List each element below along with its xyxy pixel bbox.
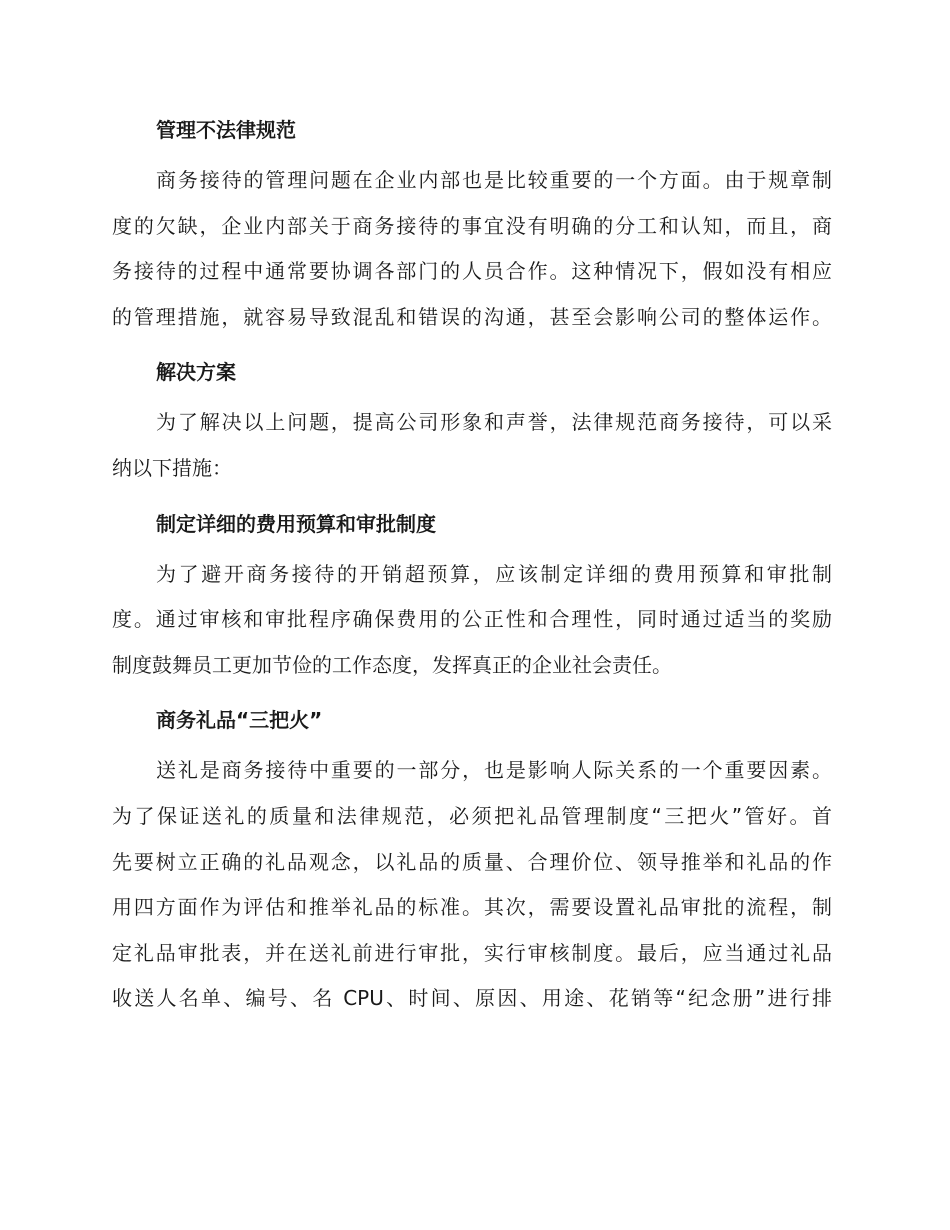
paragraph-line: 送礼是商务接待中重要的一部分，也是影响人际关系的一个重要因素。 bbox=[156, 758, 832, 783]
paragraph-line: 用四方面作为评估和推举礼品的标准。其次，需要设置礼品审批的流程，制 bbox=[112, 895, 832, 920]
section-heading-solution: 解决方案 bbox=[156, 360, 236, 385]
paragraph-line: 收送人名单、编号、名 CPU、时间、原因、用途、花销等“纪念册”进行排 bbox=[112, 986, 832, 1011]
paragraph-line: 制度鼓舞员工更加节俭的工作态度，发挥真正的企业社会责任。 bbox=[112, 652, 672, 677]
section-paragraph-budget bbox=[112, 552, 832, 689]
paragraph-line: 的管理措施，就容易导致混乱和错误的沟通，甚至会影响公司的整体运作。 bbox=[112, 304, 832, 329]
section-paragraph-solution bbox=[112, 400, 832, 491]
paragraph-line: 为了解决以上问题，提高公司形象和声誉，法律规范商务接待，可以采 bbox=[156, 410, 832, 435]
paragraph-line: 度。通过审核和审批程序确保费用的公正性和合理性，同时通过适当的奖励 bbox=[112, 607, 832, 632]
paragraph-line: 度的欠缺，企业内部关于商务接待的事宜没有明确的分工和认知，而且，商 bbox=[112, 213, 832, 238]
paragraph-line: 商务接待的管理问题在企业内部也是比较重要的一个方面。由于规章制 bbox=[156, 168, 832, 192]
paragraph-line: 纳以下措施： bbox=[112, 455, 232, 480]
section-paragraph-gifts bbox=[112, 748, 832, 1022]
document-body bbox=[112, 108, 832, 1032]
paragraph-line: 务接待的过程中通常要协调各部门的人员合作。这种情况下，假如没有相应 bbox=[112, 259, 832, 284]
paragraph-line: 先要树立正确的礼品观念，以礼品的质量、合理价位、领导推举和礼品的作 bbox=[112, 849, 832, 874]
paragraph-line: 为了保证送礼的质量和法律规范，必须把礼品管理制度“三把火”管好。首 bbox=[112, 803, 832, 828]
section-paragraph-management bbox=[112, 158, 832, 340]
section-heading-gifts: 商务礼品“三把火” bbox=[156, 708, 323, 733]
section-heading-budget: 制定详细的费用预算和审批制度 bbox=[156, 511, 436, 536]
paragraph-line: 为了避开商务接待的开销超预算，应该制定详细的费用预算和审批制 bbox=[156, 561, 832, 586]
paragraph-line: 定礼品审批表，并在送礼前进行审批，实行审核制度。最后，应当通过礼品 bbox=[112, 940, 832, 965]
section-heading-management: 管理不法律规范 bbox=[156, 118, 296, 142]
